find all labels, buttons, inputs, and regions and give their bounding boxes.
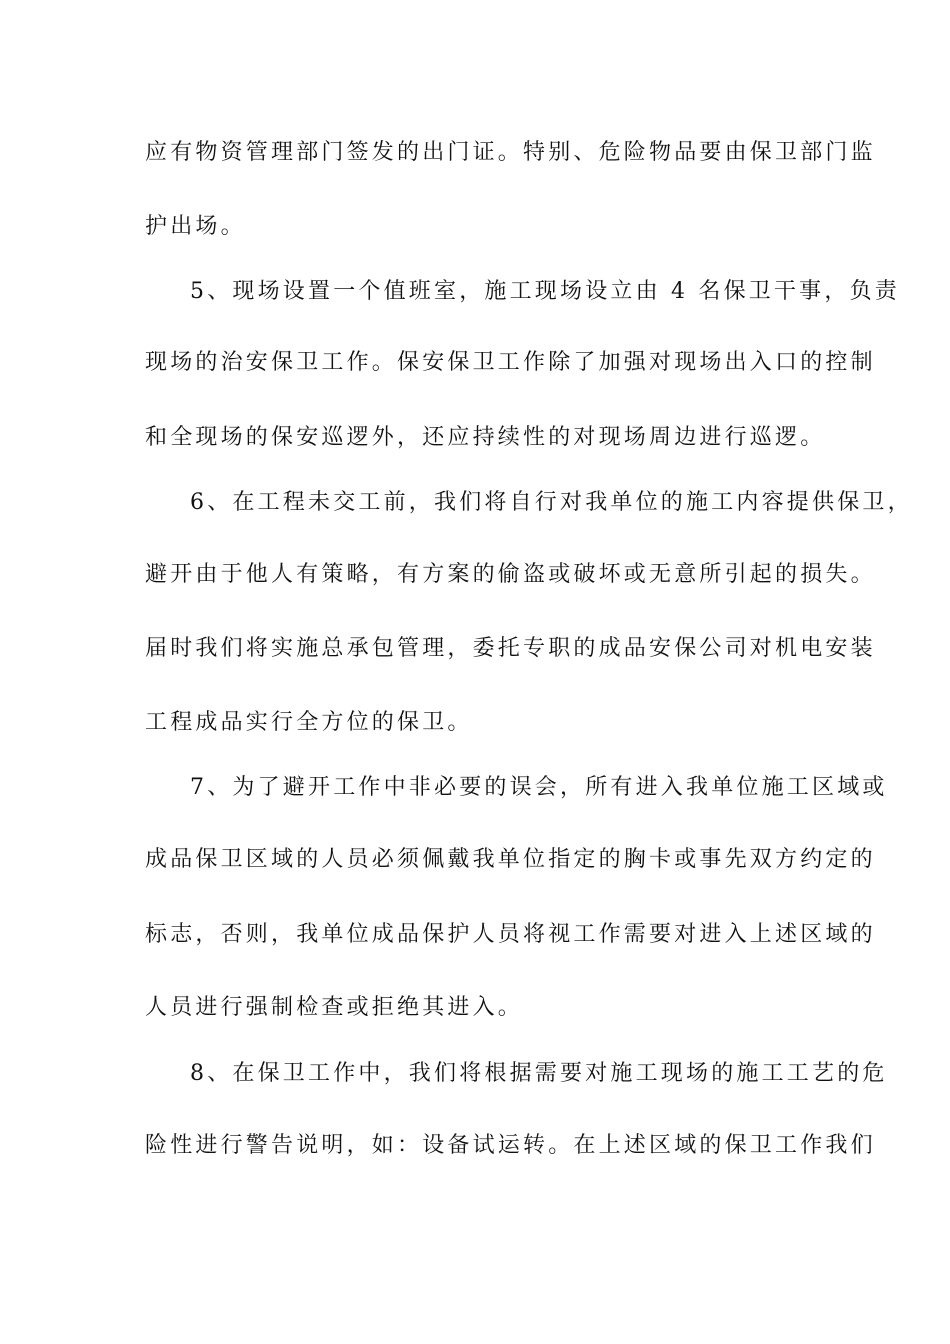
text-line: 和全现场的保安巡逻外，还应持续性的对现场周边进行巡逻。: [145, 425, 826, 450]
text-line: 护出场。: [145, 214, 246, 239]
text-line: 工程成品实行全方位的保卫。: [145, 710, 473, 735]
text-line: 应有物资管理部门签发的出门证。特别、危险物品要由保卫部门监: [145, 140, 876, 165]
text-line: 避开由于他人有策略，有方案的偷盗或破坏或无意所引起的损失。: [145, 562, 876, 587]
paragraph-8-start: 8、在保卫工作中，我们将根据需要对施工现场的施工工艺的危: [190, 1061, 888, 1086]
text-line: 标志，否则，我单位成品保护人员将视工作需要对进入上述区域的: [145, 922, 876, 947]
paragraph-6-start: 6、在工程未交工前，我们将自行对我单位的施工内容提供保卫，: [190, 490, 913, 515]
text-line: 险性进行警告说明，如：设备试运转。在上述区域的保卫工作我们: [145, 1133, 876, 1158]
paragraph-5-start: 5、现场设置一个值班室，施工现场设立由 4 名保卫干事，负责: [190, 279, 900, 304]
text-line: 成品保卫区域的人员必须佩戴我单位指定的胸卡或事先双方约定的: [145, 847, 876, 872]
text-line: 届时我们将实施总承包管理，委托专职的成品安保公司对机电安装: [145, 636, 876, 661]
text-line: 现场的治安保卫工作。保安保卫工作除了加强对现场出入口的控制: [145, 350, 876, 375]
paragraph-7-start: 7、为了避开工作中非必要的误会，所有进入我单位施工区域或: [190, 775, 888, 800]
text-line: 人员进行强制检查或拒绝其进入。: [145, 995, 524, 1020]
